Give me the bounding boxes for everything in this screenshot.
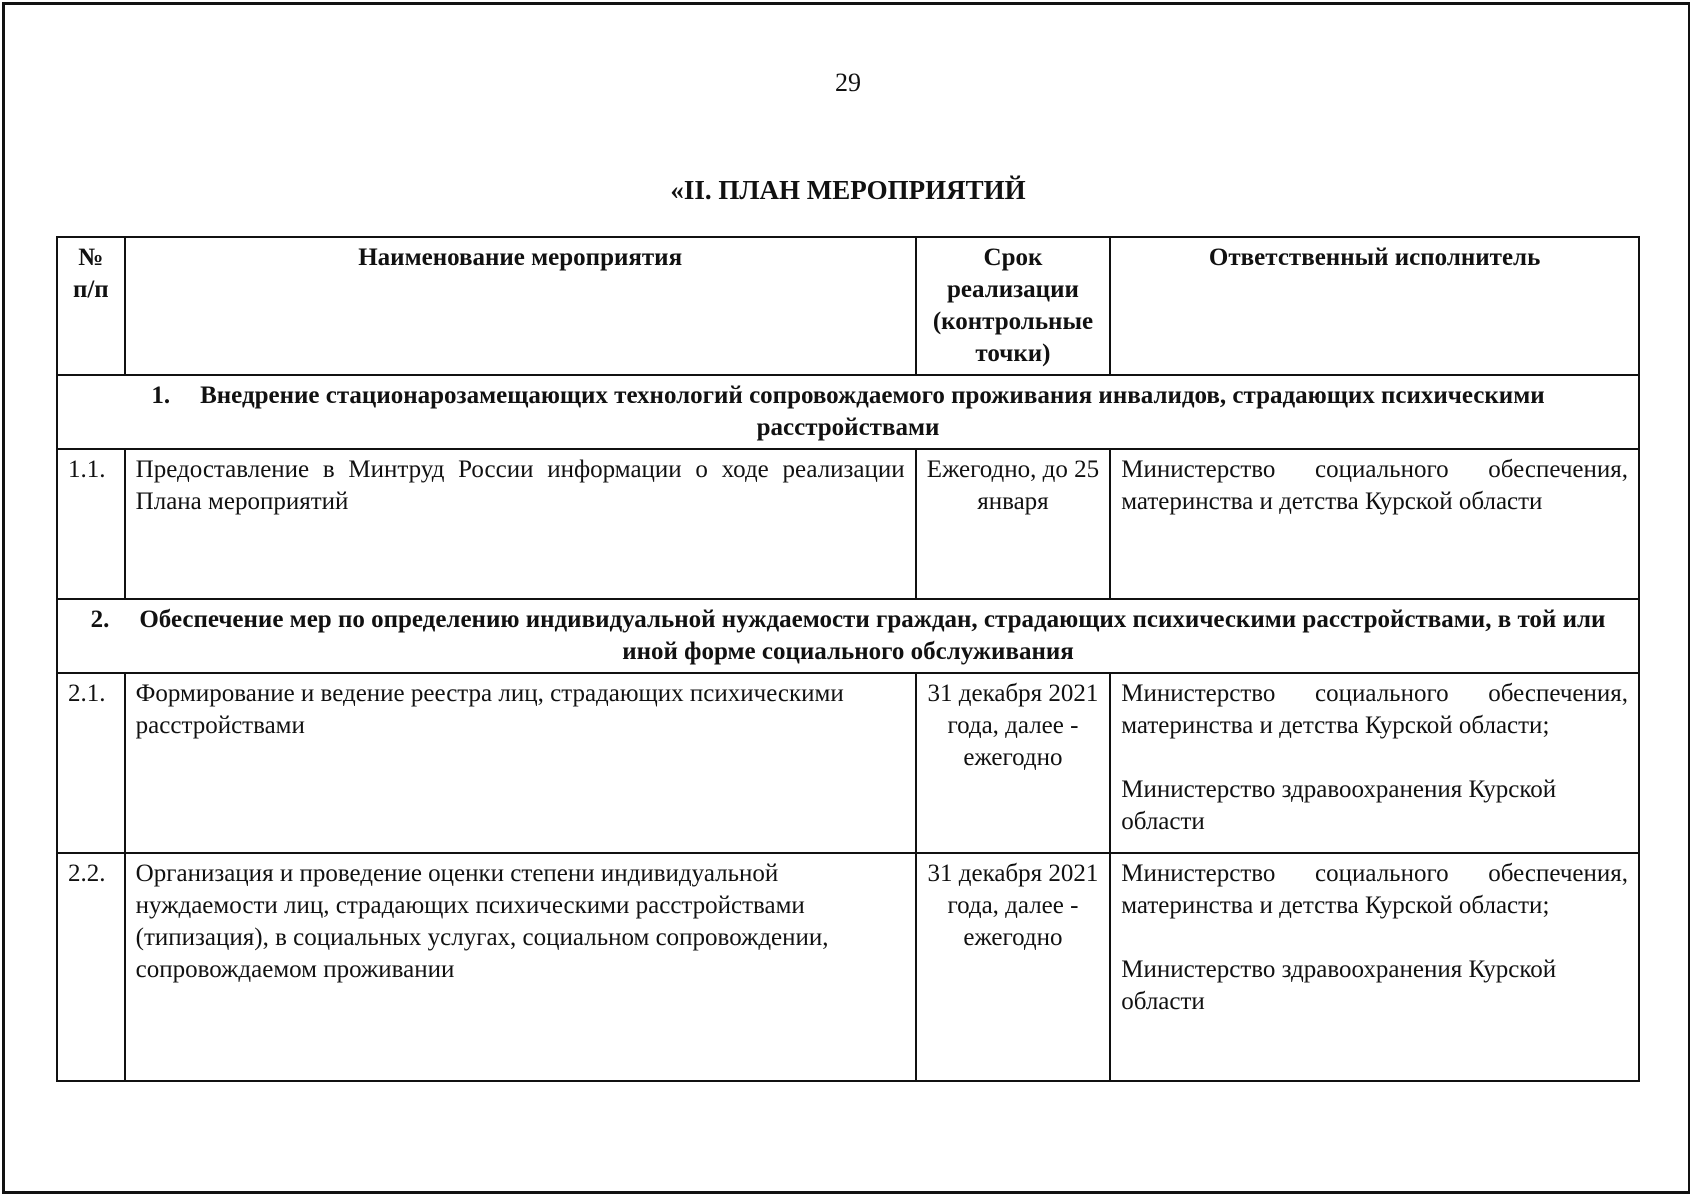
activity-name: Предоставление в Минтруд России информации о ходе реализации Плана мероприятий — [125, 449, 916, 599]
page-number: 29 — [835, 68, 861, 97]
row-number: 1.1. — [57, 449, 125, 599]
section-number: 2. — [90, 606, 110, 633]
header-name: Наименование мероприятия — [125, 237, 916, 375]
section-row-2 — [57, 599, 1639, 673]
header-term: Срок реализации (контрольные точки) — [916, 237, 1111, 375]
activity-name: Организация и проведение оценки степени индивидуальной нуждаемости лиц, страдающих психическими расстройствами (типизация), в социальных услугах, социальном сопровождении, сопровождаемом проживании — [125, 853, 916, 1081]
section-title: Обеспечение мер по определению индивидуальной нуждаемости граждан, страдающих психическими расстройствами, в той или иной форме социального обслуживания — [139, 606, 1606, 665]
executor-spacer — [1121, 742, 1628, 774]
row-number: 2.2. — [57, 853, 125, 1081]
section-row-1 — [57, 375, 1639, 449]
section-heading — [57, 599, 1639, 673]
header-num: № п/п — [57, 237, 125, 375]
activity-executor — [1110, 673, 1639, 853]
executor-spacer — [1121, 922, 1628, 954]
plan-table — [56, 236, 1640, 1082]
executor-entry: Министерство социального обеспечения, материнства и детства Курской области; — [1121, 680, 1628, 739]
section-title: Внедрение стационарозамещающих технологий сопровождаемого проживания инвалидов, страдающих психическими расстройствами — [200, 382, 1545, 441]
executor-entry: Министерство социального обеспечения, материнства и детства Курской области — [1121, 456, 1628, 515]
table-row — [57, 449, 1639, 599]
row-number: 2.1. — [57, 673, 125, 853]
activity-term: Ежегодно, до 25 января — [916, 449, 1111, 599]
activity-name: Формирование и ведение реестра лиц, страдающих психическими расстройствами — [125, 673, 916, 853]
table-row — [57, 853, 1639, 1081]
executor-entry: Министерство здравоохранения Курской области — [1121, 776, 1557, 835]
table-row — [57, 673, 1639, 853]
section-number: 1. — [151, 382, 171, 409]
activity-executor — [1110, 853, 1639, 1081]
document-title: «II. ПЛАН МЕРОПРИЯТИЙ — [670, 175, 1026, 205]
table-header-row — [57, 237, 1639, 375]
header-executor: Ответственный исполнитель — [1110, 237, 1639, 375]
executor-entry: Министерство социального обеспечения, материнства и детства Курской области; — [1121, 860, 1628, 919]
activity-executor — [1110, 449, 1639, 599]
activity-term: 31 декабря 2021 года, далее - ежегодно — [916, 853, 1111, 1081]
section-heading — [57, 375, 1639, 449]
activity-term: 31 декабря 2021 года, далее - ежегодно — [916, 673, 1111, 853]
executor-entry: Министерство здравоохранения Курской области — [1121, 956, 1557, 1015]
